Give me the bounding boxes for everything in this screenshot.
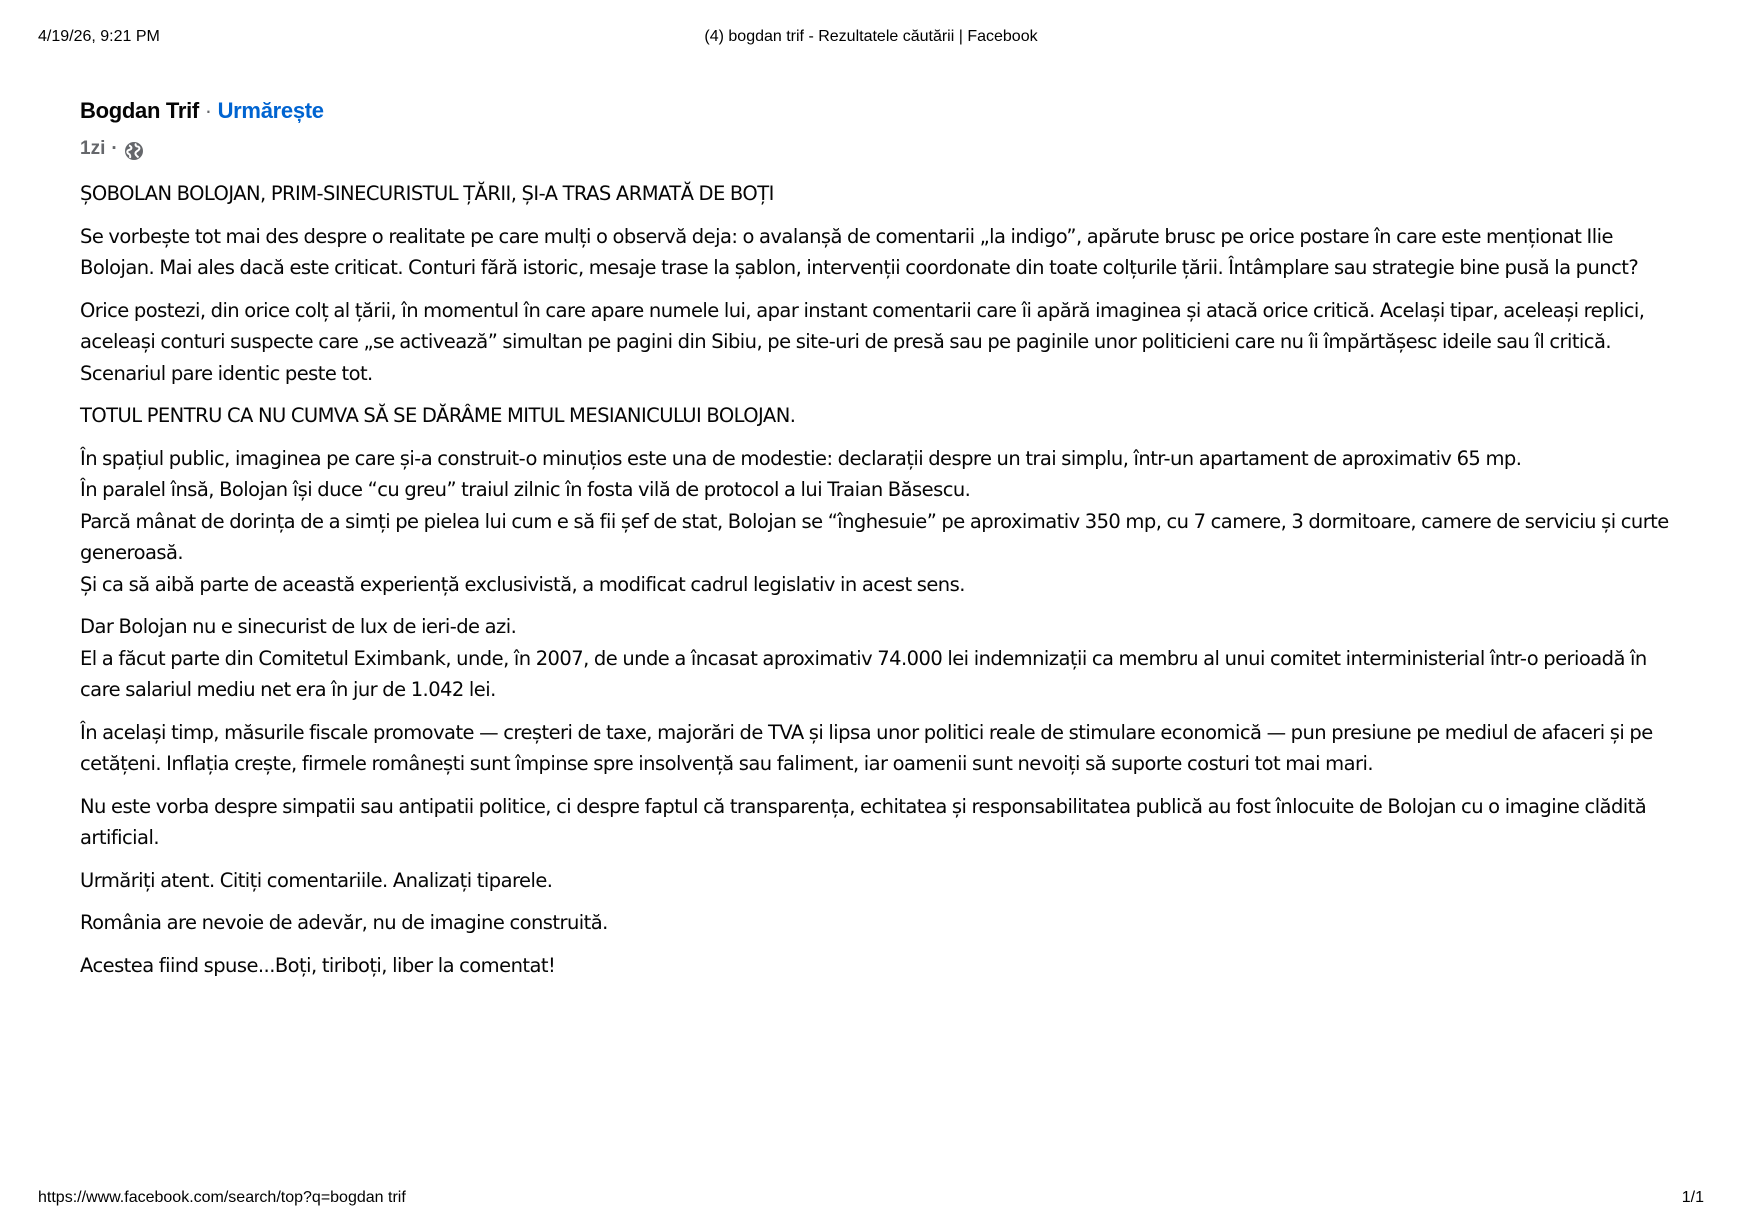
post-author-line [80,96,1680,126]
post-meta [80,136,1680,162]
post-paragraph [80,865,1680,897]
post-paragraph [80,443,1680,601]
post-timestamp-link[interactable]: 1zi [80,138,106,159]
separator-dot: · [204,98,212,123]
post-line: Și ca să aibă parte de această experiență exclusivistă, a modificat cadrul legislativ in acest sens. [80,572,965,596]
post-line: Acestea fiind spuse...Boți, tiriboți, liber la comentat! [80,953,556,977]
print-datetime: 4/19/26, 9:21 PM [38,28,160,45]
post-line: Nu este vorba despre simpatii sau antipatii politice, ci despre faptul că transparența, echitatea și responsabilitatea publică au fost înlocuite de Bolojan cu o imagine clădită artificial. [80,794,1647,849]
author-name-link[interactable]: Bogdan Trif [80,98,199,123]
post-paragraph [80,907,1680,939]
post-paragraph [80,295,1680,390]
print-page-title: (4) bogdan trif - Rezultatele căutării | Facebook [704,28,1038,45]
post-line: În același timp, măsurile fiscale promovate — creșteri de taxe, majorări de TVA și lipsa unor politici reale de stimulare economică — pun presiune pe mediul de afaceri și pe cetățeni. Inflația crește, firmele românești sunt împinse spre insolvență sau faliment, iar oamenii sunt nevoiți să suporte costuri tot mai mari. [80,720,1653,775]
meta-separator-dot: · [111,138,118,159]
post-line: Dar Bolojan nu e sinecurist de lux de ieri-de azi. [80,615,517,638]
print-header [0,28,1742,48]
print-url: https://www.facebook.com/search/top?q=bogdan trif [38,1189,406,1206]
print-page-number: 1/1 [1681,1189,1704,1206]
post-line: În spațiul public, imaginea pe care și-a construit-o minuțios este una de modestie: declarații despre un trai simplu, într-un apartament de aproximativ 65 mp. [80,446,1522,470]
post-line: Orice postezi, din orice colț al țării, în momentul în care apare numele lui, apar instant comentarii care îi apără imaginea și atacă orice critică. Același tipar, aceleași replici, aceleași conturi suspecte care „se activează” simultan pe pagini din Sibiu, pe site-uri de presă sau pe paginile unor politicieni care nu îi împărtășesc ideile sau îl critică. Scenariul pare identic peste tot. [80,298,1645,385]
post-paragraph [80,611,1680,706]
post-paragraph [80,400,1680,432]
post-paragraph [80,178,1680,210]
post-paragraph [80,791,1680,854]
post-paragraph [80,717,1680,780]
facebook-post [80,96,1680,992]
post-paragraph [80,221,1680,284]
post-line: Se vorbește tot mai des despre o realitate pe care mulți o observă deja: o avalanșă de comentarii „la indigo”, apărute brusc pe orice postare în care este menționat Ilie Bolojan. Mai ales dacă este criticat. Conturi fără istoric, mesaje trase la șablon, intervenții coordonate din toate colțurile țării. Întâmplare sau strategie bine pusă la punct? [80,224,1639,279]
post-line: TOTUL PENTRU CA NU CUMVA SĂ SE DĂRÂME MITUL MESIANICULUI BOLOJAN. [80,404,796,427]
post-line: Parcă mânat de dorința de a simți pe pielea lui cum e să fii șef de stat, Bolojan se “înghesuie” pe aproximativ 350 mp, cu 7 camere, 3 dormitoare, camere de serviciu și curte generoasă. [80,509,1669,564]
post-line: România are nevoie de adevăr, nu de imagine construită. [80,911,608,934]
follow-button[interactable]: Urmărește [217,98,324,123]
post-line: În paralel însă, Bolojan își duce “cu greu” traiul zilnic în fosta vilă de protocol a lui Traian Băsescu. [80,478,971,501]
post-line: Urmăriți atent. Citiți comentariile. Analizați tiparele. [80,868,553,892]
post-content [80,178,1680,981]
post-line: El a făcut parte din Comitetul Eximbank, unde, în 2007, de unde a încasat aproximativ 74.000 lei indemnizații ca membru al unui comitet interministerial într-o perioadă în care salariul mediu net era în jur de 1.042 lei. [80,646,1647,701]
post-line: ȘOBOLAN BOLOJAN, PRIM-SINECURISTUL ȚĂRII, ȘI-A TRAS ARMATĂ DE BOȚI [80,182,774,205]
globe-icon[interactable] [124,141,144,161]
post-paragraph [80,950,1680,982]
